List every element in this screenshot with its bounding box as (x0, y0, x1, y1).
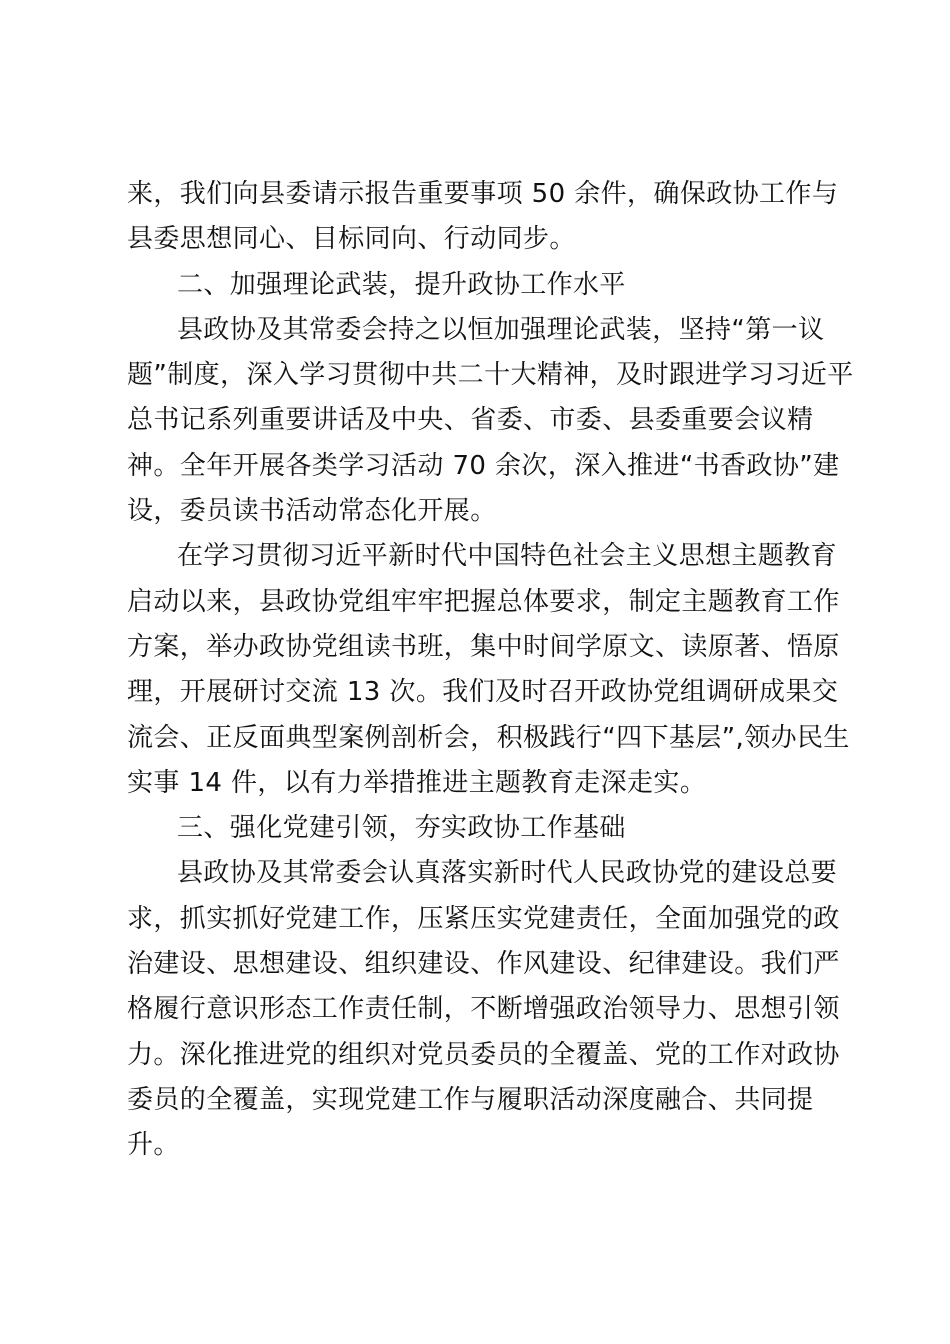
section-heading-2 (127, 263, 832, 308)
text-line: 治建设、思想建设、组织建设、作风建设、纪律建设。我们严 (127, 949, 840, 980)
heading-line: 三、强化党建引领，夯实政协工作基础 (177, 813, 626, 844)
text-line: 方案，举办政协党组读书班，集中时间学原文、读原著、悟原 (127, 631, 840, 662)
text-line: 格履行意识形态工作责任制，不断增强政治领导力、思想引领 (127, 994, 840, 1025)
text-line: 实事 14 件，以有力举措推进主题教育走深走实。 (127, 767, 707, 798)
text-line: 设，委员读书活动常态化开展。 (127, 496, 497, 527)
text-line: 县政协及其常委会持之以恒加强理论武装，坚持“第一议 (177, 314, 825, 345)
heading-line: 二、加强理论武装，提升政协工作水平 (177, 269, 626, 300)
text-line: 力。深化推进党的组织对党员委员的全覆盖、党的工作对政协 (127, 1039, 840, 1070)
section-heading-3 (127, 806, 832, 851)
text-line: 来，我们向县委请示报告重要事项 50 余件，确保政协工作与 (127, 179, 839, 209)
text-line: 升。 (127, 1130, 180, 1161)
text-line: 委员的全覆盖，实现党建工作与履职活动深度融合、共同提 (127, 1084, 814, 1115)
document-page (127, 172, 854, 1169)
text-line: 县政协及其常委会认真落实新时代人民政协党的建设总要 (177, 858, 838, 889)
text-line: 理，开展研讨交流 13 次。我们及时召开政协党组调研成果交 (127, 677, 839, 708)
text-line: 求，抓实抓好党建工作，压紧压实党建责任，全面加强党的政 (127, 903, 840, 934)
text-line: 流会、正反面典型案例剖析会，积极践行“四下基层”,领办民生 (127, 722, 850, 753)
text-line: 神。全年开展各类学习活动 70 余次，深入推进“书香政协”建 (127, 450, 840, 481)
text-line: 启动以来，县政协党组牢牢把握总体要求，制定主题教育工作 (127, 586, 840, 617)
text-line: 题”制度，深入学习贯彻中共二十大精神，及时跟进学习习近平 (127, 360, 854, 391)
paragraph-theory (127, 308, 854, 534)
paragraph-party-building (127, 851, 840, 1168)
paragraph-continued (127, 172, 839, 263)
text-line: 县委思想同心、目标同向、行动同步。 (127, 224, 576, 255)
text-line: 总书记系列重要讲话及中央、省委、市委、县委重要会议精 (127, 405, 814, 436)
paragraph-education (127, 534, 850, 806)
text-line: 在学习贯彻习近平新时代中国特色社会主义思想主题教育 (177, 541, 838, 572)
